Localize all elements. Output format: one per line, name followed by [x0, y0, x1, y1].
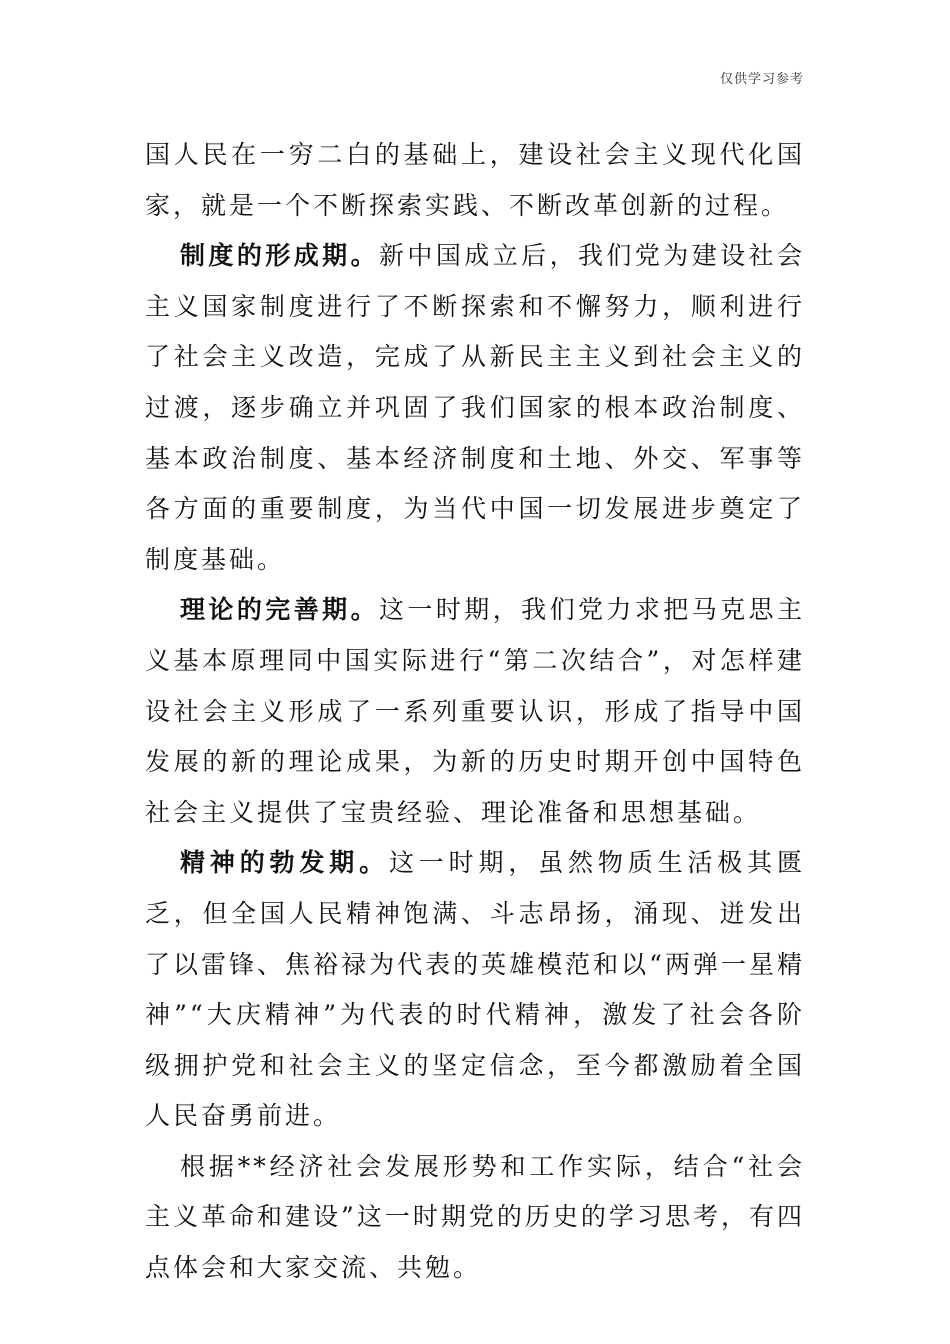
paragraph-lead: 制度的形成期。 [180, 241, 379, 271]
paragraph-text: 新中国成立后，我们党为建设社会主义国家制度进行了不断探索和不懈努力，顺利进行了社会主义改造，完成了从新民主主义到社会主义的过渡，逐步确立并巩固了我们国家的根本政治制度、基本政治制度、基本经济制度和土地、外交、军事等各方面的重要制度，为当代中国一切发展进步奠定了制度基础。 [145, 241, 805, 574]
paragraph-lead: 理论的完善期。 [180, 595, 379, 625]
header-note: 仅供学习参考 [719, 72, 804, 87]
paragraph-spirit-period [145, 838, 805, 1142]
paragraph-summary [145, 1142, 805, 1294]
paragraph-theory-period [145, 585, 805, 838]
paragraph-institution-period [145, 231, 805, 585]
document-body [145, 130, 805, 1294]
paragraph-text: 根据**经济社会发展形势和工作实际，结合“社会主义革命和建设”这一时期党的历史的学习思考，有四点体会和大家交流、共勉。 [145, 1151, 805, 1283]
paragraph-text: 这一时期，虽然物质生活极其匮乏，但全国人民精神饱满、斗志昂扬，涌现、迸发出了以雷锋、焦裕禄为代表的英雄模范和以“两弹一星精神”“大庆精神”为代表的时代精神，激发了社会各阶级拥护党和社会主义的坚定信念，至今都激励着全国人民奋勇前进。 [145, 848, 805, 1131]
paragraph-text: 这一时期，我们党力求把马克思主义基本原理同中国实际进行“第二次结合”，对怎样建设社会主义形成了一系列重要认识，形成了指导中国发展的新的理论成果，为新的历史时期开创中国特色社会主义提供了宝贵经验、理论准备和思想基础。 [145, 595, 805, 827]
paragraph-text: 国人民在一穷二白的基础上，建设社会主义现代化国家，就是一个不断探索实践、不断改革创新的过程。 [145, 140, 805, 220]
paragraph-lead: 精神的勃发期。 [180, 848, 389, 878]
paragraph-continuation [145, 130, 805, 231]
